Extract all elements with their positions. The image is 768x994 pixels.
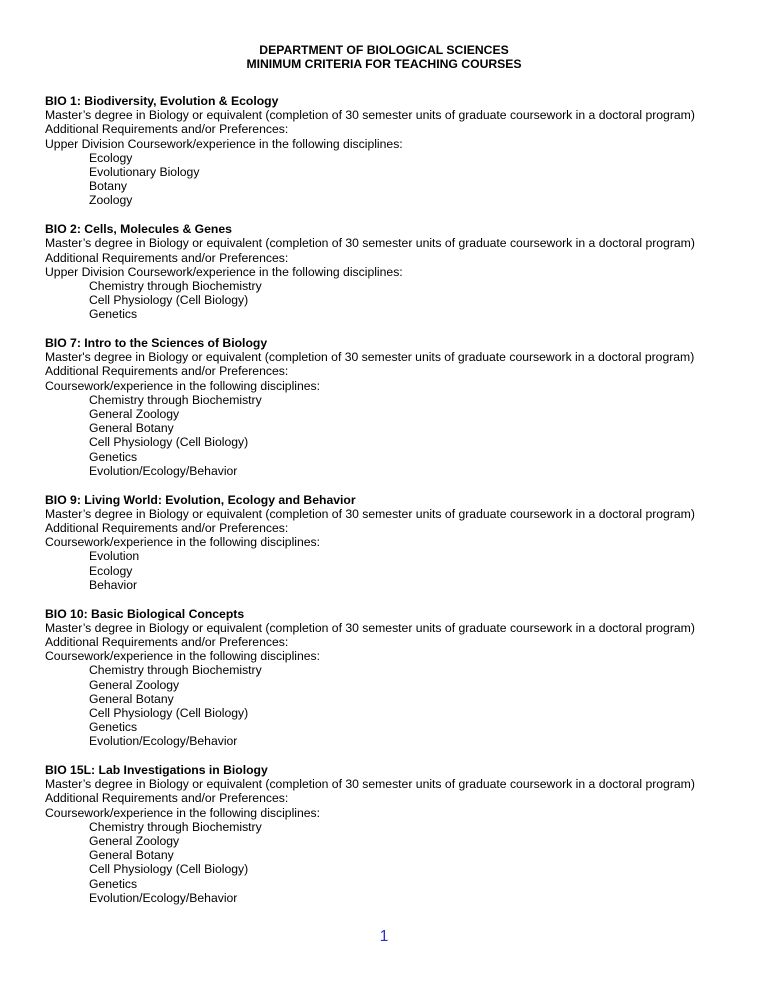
discipline-item: General Botany	[89, 691, 174, 706]
header-subtitle: MINIMUM CRITERIA FOR TEACHING COURSES	[246, 57, 522, 72]
header-department: DEPARTMENT OF BIOLOGICAL SCIENCES	[259, 43, 509, 57]
discipline-item: Chemistry through Biochemistry	[89, 278, 262, 293]
course-title: BIO 9: Living World: Evolution, Ecology and Behavior	[45, 492, 356, 507]
degree-requirement: Master’s degree in Biology or equivalent (completion of 30 semester units of graduate coursework in a doctoral program)	[45, 108, 695, 123]
course-section	[45, 493, 760, 592]
coursework-label: Coursework/experience in the following disciplines:	[45, 535, 321, 550]
discipline-item: General Botany	[89, 421, 174, 436]
course-section	[45, 763, 760, 905]
additional-requirements-label: Additional Requirements and/or Preferences:	[45, 250, 289, 265]
course-title: BIO 2: Cells, Molecules & Genes	[45, 222, 232, 237]
course-title: BIO 15L: Lab Investigations in Biology	[45, 763, 268, 778]
discipline-item: Evolution/Ecology/Behavior	[89, 890, 238, 905]
course-title: BIO 1: Biodiversity, Evolution & Ecology	[45, 94, 279, 108]
additional-requirements-label: Additional Requirements and/or Preferences:	[45, 634, 289, 649]
discipline-item: Zoology	[89, 193, 133, 208]
additional-requirements-label: Additional Requirements and/or Preferences:	[45, 791, 289, 806]
discipline-item: Genetics	[89, 449, 138, 464]
document-header	[0, 43, 768, 71]
discipline-item: Cell Physiology (Cell Biology)	[89, 862, 249, 877]
discipline-item: Chemistry through Biochemistry	[89, 392, 262, 407]
course-title: BIO 7: Intro to the Sciences of Biology	[45, 336, 268, 351]
coursework-label: Coursework/experience in the following disciplines:	[45, 805, 321, 820]
discipline-item: Evolution	[89, 549, 140, 564]
discipline-item: Ecology	[89, 150, 133, 165]
coursework-label: Upper Division Coursework/experience in the following disciplines:	[45, 264, 403, 279]
discipline-item: Genetics	[89, 307, 138, 322]
discipline-item: Cell Physiology (Cell Biology)	[89, 705, 249, 720]
discipline-item: General Zoology	[89, 677, 180, 692]
discipline-item: Behavior	[89, 577, 138, 592]
coursework-label: Coursework/experience in the following disciplines:	[45, 649, 321, 664]
discipline-item: Evolutionary Biology	[89, 165, 200, 180]
discipline-item: Ecology	[89, 563, 133, 578]
course-section	[45, 336, 760, 478]
degree-requirement: Master’s degree in Biology or equivalent (completion of 30 semester units of graduate coursework in a doctoral program)	[45, 506, 695, 521]
coursework-label: Upper Division Coursework/experience in the following disciplines:	[45, 136, 403, 151]
additional-requirements-label: Additional Requirements and/or Preferences:	[45, 520, 289, 535]
degree-requirement: Master’s degree in Biology or equivalent (completion of 30 semester units of graduate coursework in a doctoral program)	[45, 236, 695, 251]
discipline-item: Genetics	[89, 876, 138, 891]
discipline-item: General Zoology	[89, 834, 180, 849]
discipline-item: Chemistry through Biochemistry	[89, 819, 262, 834]
discipline-item: General Botany	[89, 848, 174, 863]
course-section	[45, 94, 760, 208]
degree-requirement: Master’s degree in Biology or equivalent (completion of 30 semester units of graduate coursework in a doctoral program)	[45, 777, 695, 792]
coursework-label: Coursework/experience in the following disciplines:	[45, 378, 321, 393]
course-list	[45, 94, 760, 920]
page-number: 1	[379, 928, 389, 945]
degree-requirement: Master’s degree in Biology or equivalent (completion of 30 semester units of graduate coursework in a doctoral program)	[45, 620, 695, 635]
discipline-item: Evolution/Ecology/Behavior	[89, 734, 238, 749]
discipline-item: Evolution/Ecology/Behavior	[89, 463, 238, 478]
degree-requirement: Master's degree in Biology or equivalent (completion of 30 semester units of graduate coursework in a doctoral program)	[45, 350, 695, 365]
course-title: BIO 10: Basic Biological Concepts	[45, 606, 245, 621]
course-section	[45, 607, 760, 749]
discipline-item: Cell Physiology (Cell Biology)	[89, 293, 249, 308]
discipline-item: Genetics	[89, 720, 138, 735]
discipline-item: General Zoology	[89, 407, 180, 422]
course-section	[45, 222, 760, 321]
discipline-item: Botany	[89, 179, 127, 194]
discipline-item: Cell Physiology (Cell Biology)	[89, 435, 249, 450]
discipline-item: Chemistry through Biochemistry	[89, 663, 262, 678]
additional-requirements-label: Additional Requirements and/or Preferences:	[45, 122, 289, 137]
additional-requirements-label: Additional Requirements and/or Preferences:	[45, 364, 289, 379]
